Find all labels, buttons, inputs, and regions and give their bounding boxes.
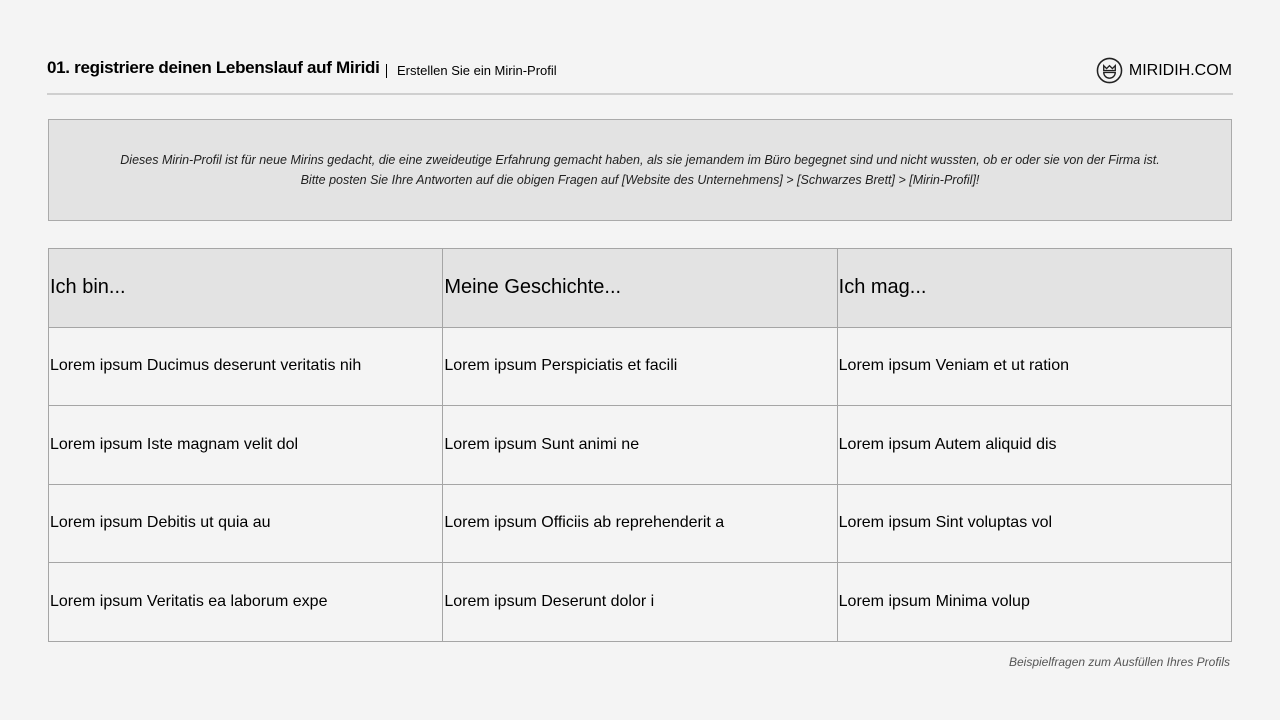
table-cell: Lorem ipsum Veritatis ea laborum expe [49, 563, 443, 642]
table-row [49, 406, 1232, 485]
miridih-logo-icon [1096, 57, 1123, 84]
table-cell: Lorem ipsum Iste magnam velit dol [49, 406, 443, 485]
column-header: Ich bin... [49, 249, 443, 328]
notice-box [48, 119, 1232, 221]
column-header: Meine Geschichte... [443, 249, 837, 328]
table-row [49, 327, 1232, 406]
table-cell: Lorem ipsum Ducimus deserunt veritatis nih [49, 327, 443, 406]
table-cell: Lorem ipsum Debitis ut quia au [49, 484, 443, 563]
table-cell: Lorem ipsum Autem aliquid dis [837, 406, 1231, 485]
notice-line-2: Bitte posten Sie Ihre Antworten auf die obigen Fragen auf [Website des Unternehmens] > [Schwarzes Brett] > [Mirin-Profil]! [300, 173, 980, 187]
table-cell: Lorem ipsum Officiis ab reprehenderit a [443, 484, 837, 563]
table-cell: Lorem ipsum Sunt animi ne [443, 406, 837, 485]
table-cell: Lorem ipsum Veniam et ut ration [837, 327, 1231, 406]
profile-table [48, 248, 1232, 642]
table-cell: Lorem ipsum Sint voluptas vol [837, 484, 1231, 563]
header-divider [47, 93, 1233, 95]
table-header-row [49, 249, 1232, 328]
logo-text: MIRIDIH.COM [1128, 61, 1232, 79]
table-caption: Beispielfragen zum Ausfüllen Ihres Profils [1009, 655, 1230, 669]
notice-line-1: Dieses Mirin-Profil ist für neue Mirins gedacht, die eine zweideutige Erfahrung gemacht haben, als sie jemandem im Büro begegnet sind und nicht wussten, ob er oder sie von der Firma ist. [120, 153, 1160, 167]
table-cell: Lorem ipsum Perspiciatis et facili [443, 327, 837, 406]
column-header: Ich mag... [837, 249, 1231, 328]
table-cell: Lorem ipsum Deserunt dolor i [443, 563, 837, 642]
table-row [49, 563, 1232, 642]
table-cell: Lorem ipsum Minima volup [837, 563, 1231, 642]
page-title: 01. registriere deinen Lebenslauf auf Miridi [47, 58, 380, 77]
page-subtitle: Erstellen Sie ein Mirin-Profil [386, 64, 557, 78]
brand-logo [1096, 57, 1232, 84]
table-row [49, 484, 1232, 563]
